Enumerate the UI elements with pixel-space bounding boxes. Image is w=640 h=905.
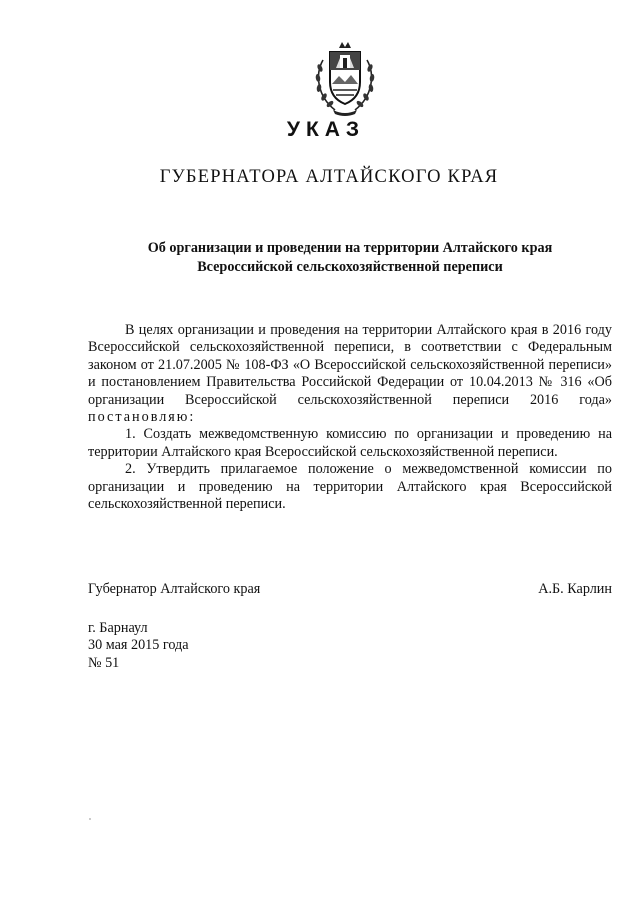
signature-block (88, 581, 612, 598)
decree-item-1: 1. Создать межведомственную комиссию по организации и проведению на территории Алтайского края Всероссийской сельскохозяйственной переписи. (88, 426, 612, 460)
signatory-position: Губернатор Алтайского края (88, 581, 261, 597)
signatory-name: А.Б. Карлин (538, 581, 612, 597)
altai-krai-coat-of-arms-icon (309, 38, 381, 118)
document-title-line-1: Об организации и проведении на территории Алтайского края (147, 240, 553, 256)
place-date-number-block (88, 620, 189, 672)
scan-speck (89, 818, 91, 820)
preamble-text: В целях организации и проведения на территории Алтайского края в 2016 году Всероссийской сельскохозяйственной переписи, в соответствии с Федеральным законом от 21.07.2005 № 108-ФЗ «О Всероссийской сельскохозяйственной переписи» и постановлением Правительства Российской Федерации от 10.04.2013 № 316 «Об организации Всероссийской сельскохозяйственной переписи 2016 года» (88, 322, 612, 408)
document-title (88, 239, 612, 277)
issue-date: 30 мая 2015 года (88, 637, 189, 654)
document-body (88, 322, 612, 513)
decree-heading: УКАЗ (286, 118, 366, 141)
preamble-paragraph (88, 322, 612, 426)
decree-item-2: 2. Утвердить прилагаемое положение о межведомственной комиссии по организации и проведению на территории Алтайского края Всероссийской сельскохозяйственной переписи. (88, 461, 612, 513)
decree-verb: постановляю: (88, 409, 196, 426)
issue-city: г. Барнаул (88, 620, 148, 636)
decree-number: № 51 (88, 654, 120, 671)
issuer-heading: ГУБЕРНАТОРА АЛТАЙСКОГО КРАЯ (159, 167, 499, 187)
document-title-line-2: Всероссийской сельскохозяйственной переписи (197, 259, 503, 275)
